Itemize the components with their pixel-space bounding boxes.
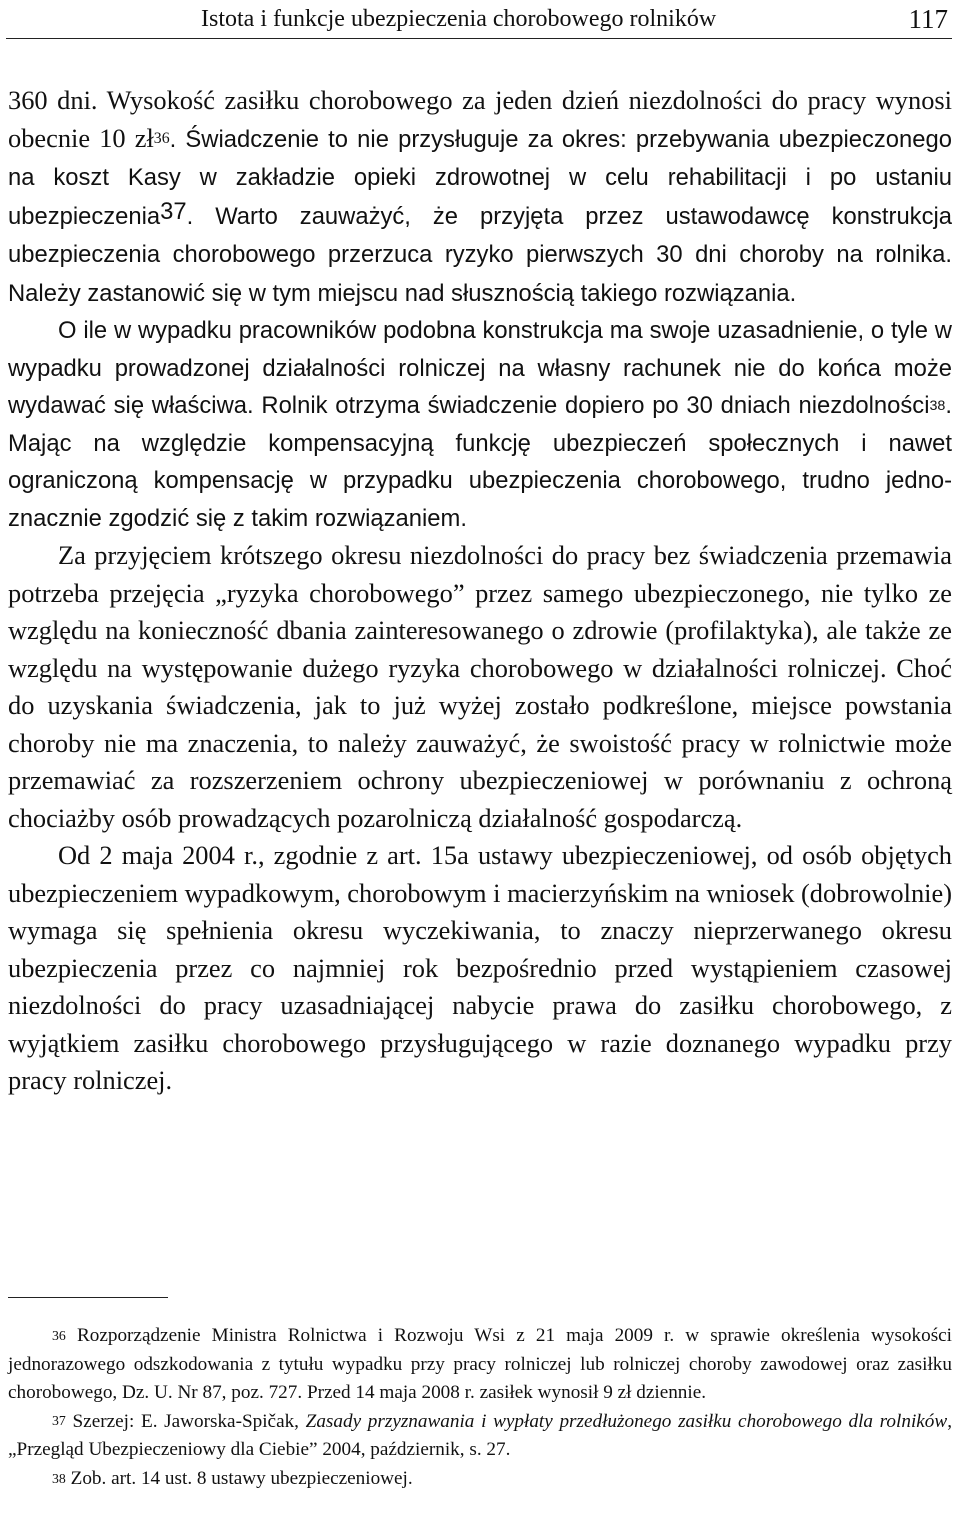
footnote-37 [8, 1408, 952, 1465]
footnote-number-38: 38 [52, 1470, 66, 1486]
paragraph-1 [8, 82, 952, 312]
paragraph-3: Za przyjęciem krótszego okresu niezdolności do pracy bez świadczenia przemawia potrzeba przejęcia „ryzyka chorobowego” przez samego ubezpieczonego, nie tylko ze względu na konieczność dbania zainteresowanego o zdrowie (profilaktyka), ale także ze względu na występowanie dużego ryzyka chorobowego w działalności rolniczej. Choć do uzyskania świadczenia, jak to już wyżej zostało podkreślone, miejsce powstania choroby nie ma znaczenia, to należy zauważyć, że swoistość pracy w rolnictwie może przemawiać za rozszerzeniem ochrony ubezpieczeniowej w porównaniu z ochroną chociażby osób prowadzących pozarolniczą działalność gospodarczą. [8, 540, 952, 833]
footnote-number-36: 36 [52, 1327, 66, 1343]
footnote-38 [8, 1465, 952, 1494]
footnote-36 [8, 1322, 952, 1408]
paragraph-1-text-c: . Warto zauważyć, że przyjęta przez ustawodawcę konstrukcja ubezpieczenia chorobowego przerzuca ryzyko pierwszych 30 dni choroby na rolnika. Należy zastanowić się w tym miejscu nad słusznością takiego rozwiązania. [8, 202, 952, 307]
footnote-separator [8, 1297, 168, 1298]
footnote-ref-36: 36 [153, 130, 170, 148]
paragraph-2-text-b: . Mając na względzie kompensacyjną funkcję ubezpieczeń społecznych i nawet ograniczoną kompensację w przypadku ubezpieczenia chorobowego, trudno jednoznacznie zgodzić się z takim rozwiązaniem. [8, 392, 952, 532]
footnote-ref-37: 37 [160, 197, 187, 225]
footnote-number-37: 37 [52, 1413, 66, 1429]
footnote-ref-38: 38 [929, 398, 946, 415]
paragraph-2-text-a: O ile w wypadku pracowników podobna konstrukcja ma swoje uzasadnienie, o tyle w wypadku prowadzonej działalności rolniczej na własny rachunek nie do końca może wydawać się właściwa. Rolnik otrzyma świadczenie dopiero po 30 dniach niezdolności [8, 317, 952, 419]
footnote-37-title: Zasady przyznawania i wypłaty przedłużonego zasiłku chorobowego dla rolników [305, 1410, 948, 1432]
footnotes [8, 1322, 952, 1494]
footnote-37-text-b: , „Przegląd Ubezpieczeniowy dla Ciebie” 2004, październik, s. 27. [8, 1410, 952, 1461]
page-number: 117 [908, 4, 948, 34]
paragraph-2 [8, 312, 952, 537]
paragraph-1-text-a: 360 dni. Wysokość zasiłku chorobowego za jeden dzień niezdolności do pracy wynosi obecnie 10 zł [8, 85, 952, 153]
footnote-36-text: Rozporządzenie Ministra Rolnictwa i Rozwoju Wsi z 21 maja 2009 r. w sprawie określenia wysokości jednorazowego odszkodowania z tytułu wypadku przy pracy rolniczej lub rolniczej choroby zawodowej oraz zasiłku chorobowego, Dz. U. Nr 87, poz. 727. Przed 14 maja 2008 r. zasiłek wynosił 9 zł dziennie. [8, 1325, 953, 1404]
page-header [6, 2, 952, 39]
footnote-38-text: Zob. art. 14 ust. 8 ustawy ubezpieczeniowej. [70, 1467, 413, 1489]
footnote-37-text-a: Szerzej: E. Jaworska-Spičak, [72, 1410, 306, 1432]
body-text [8, 82, 952, 1100]
running-title: Istota i funkcje ubezpieczenia chorobowego rolników [201, 6, 717, 32]
paragraph-4: Od 2 maja 2004 r., zgodnie z art. 15a ustawy ubezpieczeniowej, od osób objętych ubezpieczeniem wypadkowym, chorobowym i macierzyńskim na wniosek (dobrowolnie) wymaga się spełnienia okresu wyczekiwania, to znaczy nieprzerwanego okresu ubezpieczenia przez co najmniej rok bezpośrednio przed wystąpieniem czasowej niezdolności do pracy uzasadniającej nabycie prawa do zasiłku chorobowego, z wyjątkiem zasiłku chorobowego przysługującego w razie doznanego wypadku przy pracy rolniczej. [8, 840, 952, 1095]
paragraph-1-text-b: . Świadczenie to nie przysługuje za okres: przebywania ubezpieczonego na koszt Kasy w zakładzie opieki zdrowotnej w celu rehabilitacji i po ustaniu ubezpieczenia [8, 125, 952, 230]
